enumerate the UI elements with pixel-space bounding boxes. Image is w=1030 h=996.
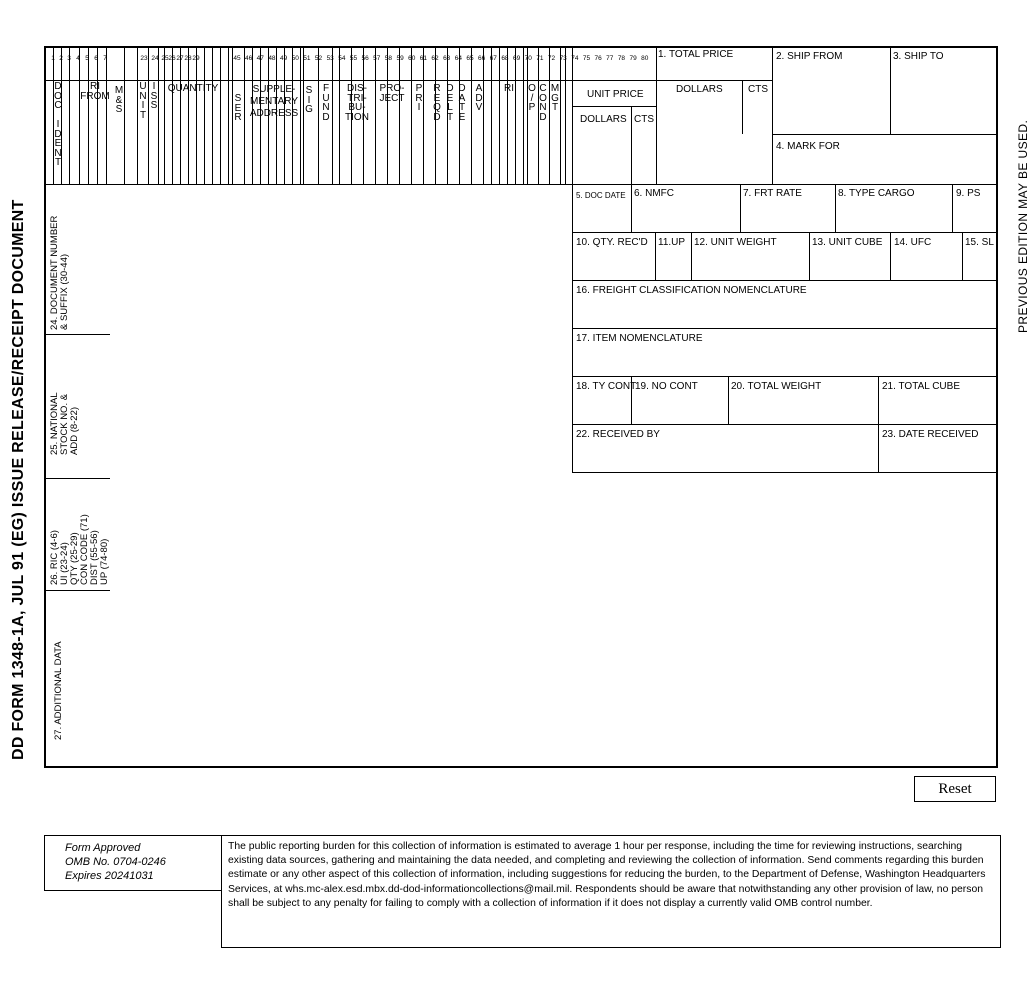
card-column-number: 77: [606, 55, 614, 62]
rule: [46, 184, 572, 185]
reset-button[interactable]: Reset: [914, 776, 996, 802]
card-column-number: 68: [501, 55, 509, 62]
omb-form-approved: Form Approved: [65, 842, 141, 854]
ship-from-label: 2. SHIP FROM: [776, 51, 843, 62]
card-column-number: 59: [396, 55, 404, 62]
doc-ident-label: D O C I D E N T: [54, 81, 62, 168]
rule: [742, 80, 743, 134]
date-label: D A T E: [458, 83, 466, 123]
rule: [656, 48, 657, 184]
unit-label: U N I T: [139, 81, 147, 121]
card-column-number: 46: [245, 55, 253, 62]
supplementary-address-label: SUPPLE- MENTARY ADDRESS: [249, 84, 299, 119]
rule: [962, 232, 963, 280]
nmfc-label: 6. NMFC: [634, 188, 674, 199]
card-column-number: 66: [478, 55, 486, 62]
card-column-number: 27: [176, 55, 184, 62]
card-column-number: 45: [233, 55, 241, 62]
rule: [631, 106, 632, 184]
quantity-label: QUANTITY: [167, 83, 219, 94]
ty-cont-label: 18. TY CONT: [576, 381, 637, 392]
card-column-number: 69: [512, 55, 521, 62]
unit-price-label: UNIT PRICE: [587, 89, 644, 100]
card-column-number: 29: [192, 55, 200, 62]
card-column-number: 75: [582, 55, 591, 62]
form-title: DD FORM 1348-1A, JUL 91 (EG) ISSUE RELEASE/RECEIPT DOCUMENT: [10, 199, 27, 760]
card-column-number: 47: [256, 55, 264, 62]
pri-label: P R I: [415, 83, 423, 113]
card-column-number: 6: [94, 55, 98, 62]
unit-cube-label: 13. UNIT CUBE: [812, 237, 883, 248]
card-column-number: 76: [594, 55, 602, 62]
card-column-number: 55: [349, 55, 358, 62]
main-entry-area[interactable]: [112, 188, 570, 764]
received-by-label: 22. RECEIVED BY: [576, 429, 660, 440]
card-column-number: 54: [338, 55, 346, 62]
total-price-cts-label: CTS: [748, 84, 768, 95]
total-price-label: 1. TOTAL PRICE: [658, 49, 734, 60]
qty-recd-label: 10. QTY. REC'D: [576, 237, 648, 248]
previous-edition-note: PREVIOUS EDITION MAY BE USED.: [1016, 119, 1030, 333]
rule: [772, 134, 996, 135]
project-label: PRO- JECT: [379, 83, 405, 104]
card-column-number: 28: [184, 55, 192, 62]
rule: [46, 478, 110, 479]
mark-for-label: 4. MARK FOR: [776, 141, 840, 152]
card-column-number: 49: [279, 55, 288, 62]
card-column-number: 23: [140, 55, 148, 62]
rule: [809, 232, 810, 280]
reqd-label: R E Q D: [433, 83, 441, 123]
card-column-number: 63: [443, 55, 451, 62]
card-column-number: 50: [291, 55, 299, 62]
omb-number: OMB No. 0704-0246: [65, 856, 166, 868]
card-column-number: 24: [151, 55, 159, 62]
rule: [46, 334, 110, 335]
doc-date-label: 5. DOC DATE: [576, 191, 626, 200]
frt-rate-label: 7. FRT RATE: [743, 188, 802, 199]
card-column-number: 80: [641, 55, 649, 62]
fund-label: F U N D: [322, 83, 330, 123]
card-column-number: 7: [103, 55, 107, 62]
card-column-number: 26: [168, 55, 176, 62]
ri-label: RI: [504, 83, 514, 94]
m-s-label: M & S: [114, 85, 124, 115]
ric-block-label: 26. RIC (4-6) UI (23-24) QTY (25-29) CON CODE (71) DIST (55-56) UP (74-80): [49, 514, 110, 585]
omb-expires: Expires 20241031: [65, 870, 154, 882]
rule: [835, 184, 836, 232]
op-label: O / P: [528, 83, 536, 113]
unit-price-dollars-label: DOLLARS: [580, 114, 627, 125]
sl-label: 15. SL: [965, 237, 994, 248]
rule: [46, 590, 110, 591]
up-label: 11.UP: [658, 237, 686, 248]
header-data-entry-row[interactable]: [46, 134, 572, 182]
rule: [631, 184, 632, 232]
card-column-number: 58: [384, 55, 393, 62]
rule: [572, 232, 996, 233]
rule: [655, 232, 656, 280]
card-column-number: 5: [85, 55, 89, 62]
ship-from-field[interactable]: [776, 64, 888, 134]
adv-label: A D V: [475, 83, 483, 113]
card-column-number: 64: [454, 55, 462, 62]
freight-classification-label: 16. FREIGHT CLASSIFICATION NOMENCLATURE: [576, 285, 807, 296]
rule: [572, 424, 996, 425]
national-stock-number-label: 25. NATIONAL STOCK NO. & ADD (8-22): [49, 392, 80, 455]
rule: [952, 184, 953, 232]
card-column-number: 25: [161, 55, 169, 62]
rule: [740, 184, 741, 232]
card-column-number: 71: [536, 55, 544, 62]
card-column-number: 57: [373, 55, 381, 62]
sig-label: S I G: [305, 85, 313, 115]
card-column-number: 1: [51, 55, 55, 62]
ps-label: 9. PS: [956, 188, 981, 199]
unit-weight-label: 12. UNIT WEIGHT: [694, 237, 777, 248]
card-column-number: 79: [629, 55, 637, 62]
ser-label: S E R: [234, 93, 242, 123]
distribution-label: DIS- TRI- BU- TION: [345, 83, 369, 123]
rule: [656, 80, 772, 81]
type-cargo-label: 8. TYPE CARGO: [838, 188, 915, 199]
card-column-number: 73: [559, 55, 567, 62]
card-column-number: 53: [326, 55, 334, 62]
additional-data-label: 27. ADDITIONAL DATA: [53, 641, 64, 740]
card-column-number: 70: [524, 55, 532, 62]
rule: [572, 106, 656, 107]
item-nomenclature-label: 17. ITEM NOMENCLATURE: [576, 333, 703, 344]
rule: [691, 232, 692, 280]
card-column-number: 65: [466, 55, 474, 62]
delt-label: D E L T: [446, 83, 454, 123]
rule: [572, 472, 996, 473]
burden-statement: The public reporting burden for this collection of information is estimated to average 1 hour per response, including the time for reviewing instructions, searching existing data sources, gathering and maintaining the data needed, and completing and reviewing the collection of information. Send comments regarding this burden estimate or any other aspect of this collection of information, including suggestions for reducing the burden, to the Department of Defense, Washington Headquarters Services, at whs.mc-alex.esd.mbx.dd-dod-informationcollections@mail.mil. Respondents should be aware that notwithstanding any other provision of law, no person shall be subject to any penalty for failing to comply with a collection of information if it does not display a currently valid OMB control number.: [221, 835, 1001, 948]
card-column-number: 61: [419, 55, 427, 62]
rule: [890, 232, 891, 280]
rule: [572, 184, 996, 185]
card-column-number: 3: [67, 55, 71, 62]
no-cont-label: 19. NO CONT: [635, 381, 698, 392]
unit-price-cts-label: CTS: [634, 114, 654, 125]
card-column-number: 74: [571, 55, 579, 62]
ship-to-field[interactable]: [893, 64, 995, 134]
rule: [572, 48, 573, 472]
total-weight-label: 20. TOTAL WEIGHT: [731, 381, 822, 392]
mgt-label: M G T: [550, 83, 560, 113]
ri-from-label: RI FROM: [80, 81, 110, 102]
card-column-number: 56: [361, 55, 369, 62]
rule: [890, 48, 891, 134]
omb-approval-box: [44, 835, 222, 891]
rule: [572, 280, 996, 281]
cond-label: C O N D: [539, 83, 547, 123]
card-column-number: 2: [59, 55, 63, 62]
document-number-label: 24. DOCUMENT NUMBER & SUFFIX (30-44): [49, 215, 70, 330]
rule: [572, 328, 996, 329]
ship-to-label: 3. SHIP TO: [893, 51, 944, 62]
card-column-number: 48: [268, 55, 276, 62]
rule: [572, 376, 996, 377]
ufc-label: 14. UFC: [894, 237, 932, 248]
date-received-label: 23. DATE RECEIVED: [882, 429, 979, 440]
card-column-number: 72: [547, 55, 556, 62]
card-column-number: 51: [303, 55, 311, 62]
total-price-dollars-label: DOLLARS: [676, 84, 723, 95]
card-column-number: 4: [76, 55, 80, 62]
card-column-number: 62: [431, 55, 439, 62]
card-column-number: 60: [408, 55, 416, 62]
card-column-number: 78: [617, 55, 626, 62]
rule: [728, 376, 729, 424]
iss-label: I S S: [150, 81, 158, 111]
received-by-field[interactable]: [576, 442, 876, 470]
card-column-number: 67: [489, 55, 497, 62]
card-column-number: 52: [314, 55, 323, 62]
rule: [772, 48, 773, 184]
total-cube-label: 21. TOTAL CUBE: [882, 381, 960, 392]
